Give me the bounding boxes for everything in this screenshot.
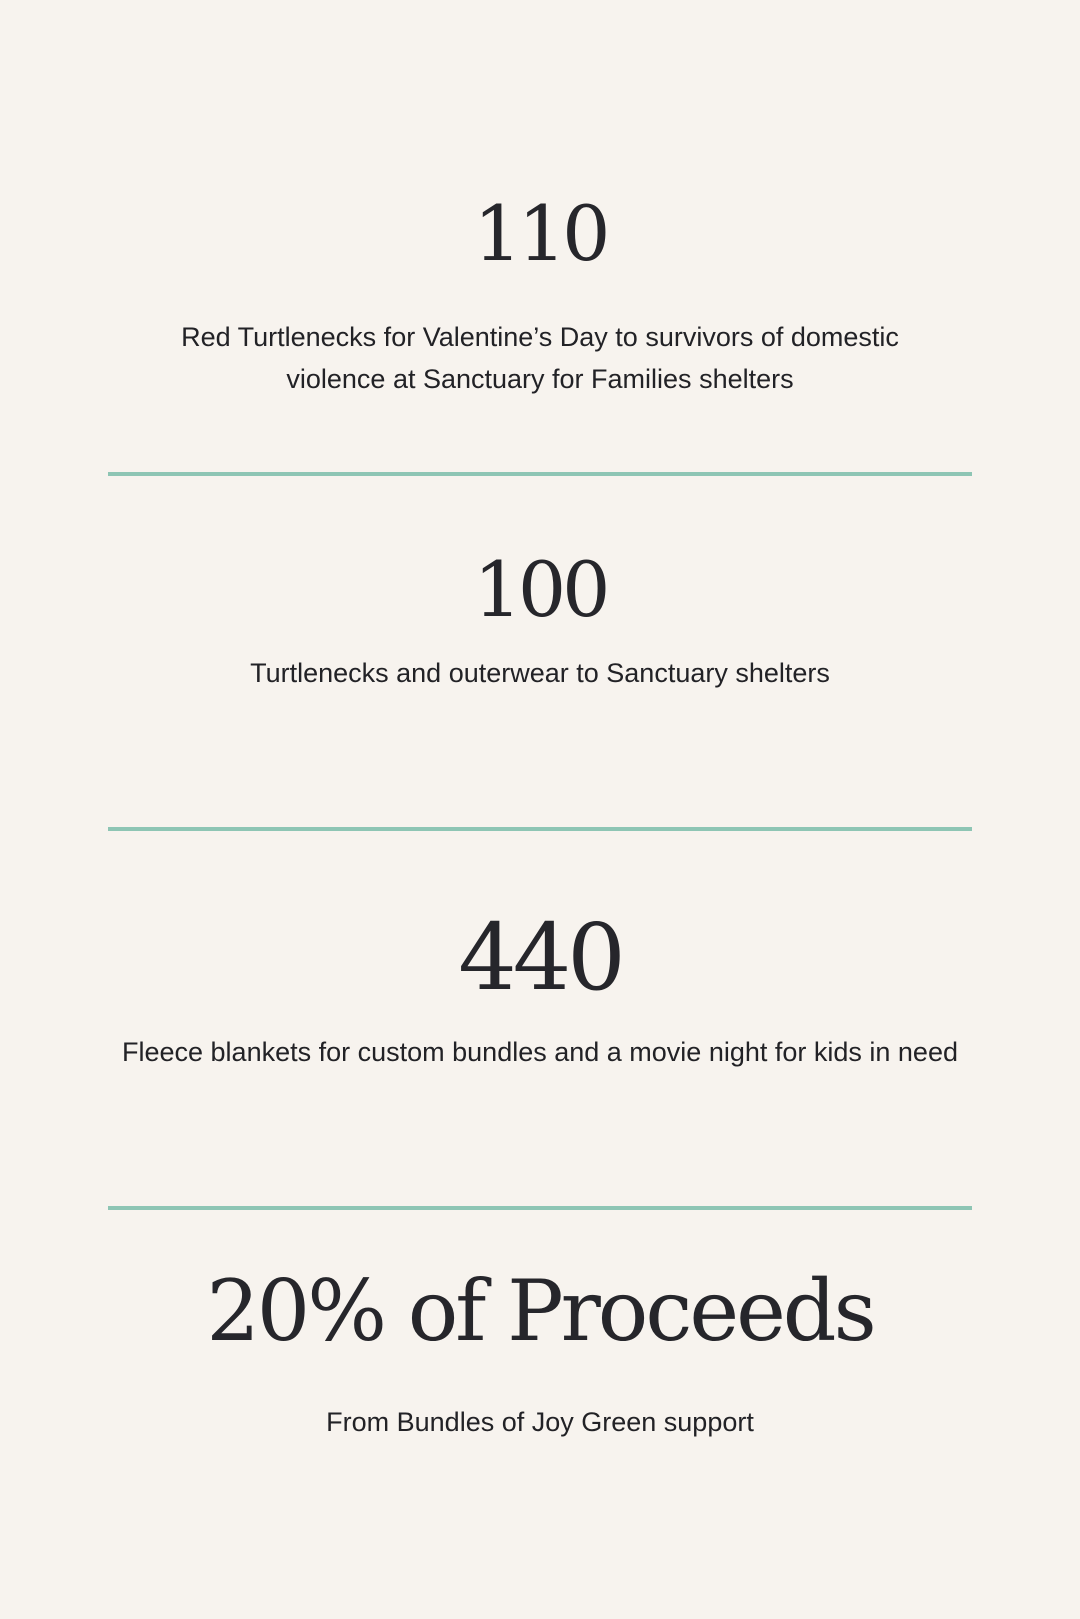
stat-number-2: 100 <box>473 545 607 634</box>
stat-description-3: Fleece blankets for custom bundles and a movie night for kids in need <box>122 1037 958 1067</box>
section-divider-2 <box>108 827 972 831</box>
stat-number-3: 440 <box>458 904 622 1011</box>
section-divider-1 <box>108 472 972 476</box>
stat-description-4: From Bundles of Joy Green support <box>326 1407 754 1437</box>
stat-number-1: 110 <box>473 189 607 278</box>
stat-headline-4: 20% of Proceeds <box>206 1262 874 1360</box>
stat-description-2: Turtlenecks and outerwear to Sanctuary shelters <box>250 658 830 688</box>
stat-description-1: Red Turtlenecks for Valentine’s Day to survivors of domestic violence at Sanctuary for Families shelters <box>181 322 899 394</box>
section-divider-3 <box>108 1206 972 1210</box>
